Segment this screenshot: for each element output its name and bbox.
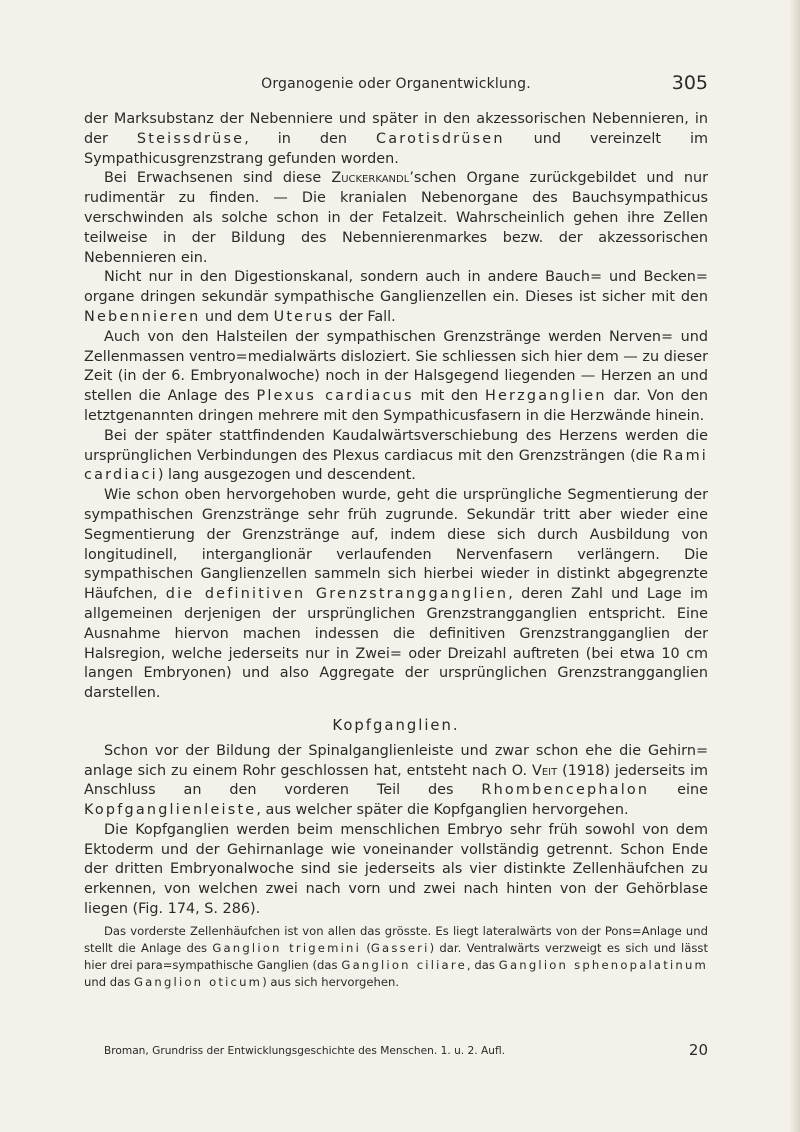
section-heading: Kopfganglien.: [332, 716, 460, 734]
paragraph: [84, 742, 708, 821]
body-text: [84, 110, 708, 992]
text-run: Bei der später stattfindenden Kaudalwärtsverschiebung des Herzens werden die ursprünglichen Verbindungen des Plexus cardiacus mit den Grenzsträngen (die: [84, 427, 708, 464]
spaced-emphasis: Ganglion sphenopalatinum: [498, 958, 708, 973]
text-run: (: [361, 941, 371, 956]
paragraph: [84, 821, 708, 920]
text-run: ) dar. Ventralwärts verzweigt es sich und lässt hier drei para=sympathische Ganglien (das: [84, 941, 708, 973]
text-run: und dem: [200, 308, 274, 325]
spaced-emphasis: Ganglion ciliare: [341, 958, 467, 973]
text-run: dar. Von den letztgenannten dringen mehrere mit den Sympathicusfasern in die Herzwände hinein.: [84, 388, 708, 424]
spaced-emphasis: die definitiven Grenzstrangganglien: [165, 586, 509, 603]
spaced-emphasis: Uterus: [273, 308, 335, 325]
spaced-emphasis: Herzganglien: [484, 388, 607, 405]
spaced-emphasis: Rhombencephalon: [481, 782, 650, 799]
paragraph: [84, 169, 708, 268]
running-header: [84, 74, 708, 104]
page-edge-shadow: [790, 0, 800, 1132]
spaced-emphasis: Nebennieren: [84, 308, 201, 325]
text-run: eine: [649, 782, 708, 799]
small-caps-name: Veit: [531, 762, 558, 779]
spaced-emphasis: Gasseri: [370, 941, 430, 956]
text-run: Bei Erwachsenen sind diese: [104, 170, 332, 187]
text-run: ) lang ausgezogen und descendent.: [157, 467, 416, 484]
paragraph: [84, 486, 708, 704]
section-paragraphs: [84, 742, 708, 920]
text-run: und vereinzelt im Sympathicusgrenzstrang gefunden worden.: [84, 130, 709, 167]
text-run: Das vorderste Zellenhäufchen ist von allen das grösste. Es liegt lateralwärts von der Pons=Anlage und stellt die Anlage des: [84, 923, 708, 956]
paragraph: [84, 427, 708, 486]
spaced-emphasis: Kopfganglienleiste: [84, 802, 257, 819]
text-run: ) aus sich hervorgehen.: [262, 975, 400, 990]
spaced-emphasis: Carotisdrüsen: [376, 130, 505, 147]
paragraph: [84, 268, 708, 327]
paragraph: [84, 110, 708, 169]
spaced-emphasis: Rami cardiaci: [84, 447, 708, 484]
text-run: der Marksubstanz der Nebenniere und später in den akzessorischen Nebennieren, in der: [84, 111, 708, 147]
text-run: , das: [466, 958, 499, 973]
paragraph: [84, 328, 708, 427]
text-run: ’schen Organe zurückgebildet und nur rudimentär zu finden. — Die kranialen Nebenorgane des Bauchsympathicus verschwinden als solche schon in der Fetalzeit. Wahrscheinlich gehen ihre Zellen teilweise in der Bildung des Nebennierenmarkes bezw. der akzessorischen Nebennieren ein.: [84, 170, 708, 266]
spaced-emphasis: Plexus cardiacus: [256, 388, 414, 405]
footer-citation: Broman, Grundriss der Entwicklungsgeschichte des Menschen. 1. u. 2. Aufl.: [104, 1045, 506, 1057]
text-run: und das: [84, 975, 134, 990]
page-number: 305: [671, 72, 708, 94]
signature-mark: 20: [688, 1041, 708, 1059]
text-run: (1918) jederseits im Anschluss an den vorderen Teil des: [84, 762, 708, 799]
text-run: , in den: [244, 130, 377, 147]
running-title: Organogenie oder Organentwicklung.: [261, 76, 531, 92]
small-caps-name: Zuckerkandl: [331, 170, 410, 187]
text-run: Nicht nur in den Digestionskanal, sondern auch in andere Bauch= und Becken= organe dringen sekundär sympathische Ganglienzellen ein. Dieses ist sicher mit den: [84, 269, 708, 306]
spaced-emphasis: Steissdrüse: [136, 130, 245, 147]
text-run: der Fall.: [334, 308, 396, 325]
text-run: Die Kopfganglien werden beim menschlichen Embryo sehr früh sowohl von dem Ektoderm und der Gehirnanlage wie voneinander vollständig getrennt. Schon Ende der dritten Embryonalwoche sind sie jederseits als vier distinkte Zellenhäufchen zu erkennen, von welchen zwei nach vorn und zwei nach hinten von der Gehörblase liegen (Fig. 174, S. 286).: [84, 821, 708, 918]
text-run: Schon vor der Bildung der Spinalganglienleiste und zwar schon ehe die Gehirn= anlage sich zu einem Rohr geschlossen hat, entsteht nach O.: [84, 742, 708, 779]
spaced-emphasis: Ganglion trigemini: [212, 941, 362, 956]
text-run: , aus welcher später die Kopfganglien hervorgehen.: [256, 802, 629, 819]
main-paragraphs: [84, 110, 708, 704]
text-run: mit den: [413, 388, 485, 405]
text-run: Wie schon oben hervorgehoben wurde, geht die ursprüngliche Segmentierung der sympathischen Grenzstränge sehr früh zugrunde. Sekundär tritt aber wieder eine Segmentierung der Grenzstränge auf, indem diese sich durch Ausbildung von longitudinell, interganglionär verlaufenden Nervenfasern verlängern. Die sympathischen Ganglienzellen sammeln sich hierbei wieder in distinkt abgegrenzte Häufchen,: [84, 487, 708, 603]
text-run: , deren Zahl und Lage im allgemeinen derjenigen der ursprünglichen Grenzstrangganglien entspricht. Eine Ausnahme hiervon machen indessen die definitiven Grenzstrangganglien der Halsregion, welche jederseits nur in Zwei= oder Dreizahl auftreten (bei etwa 10 cm langen Embryonen) und also Aggregate der ursprünglichen Grenzstrangganglien darstellen.: [84, 586, 708, 702]
small-print-paragraph: [84, 923, 708, 992]
spaced-emphasis: Ganglion oticum: [133, 975, 263, 990]
text-run: Auch von den Halsteilen der sympathischen Grenzstränge werden Nerven= und Zellenmassen ventro=medialwärts disloziert. Sie schliessen sich hier dem — zu dieser Zeit (in der 6. Embryonalwoche) noch in der Halsgegend liegenden — Herzen an und stellen die Anlage des: [84, 328, 708, 405]
page-footer: [104, 1041, 708, 1063]
